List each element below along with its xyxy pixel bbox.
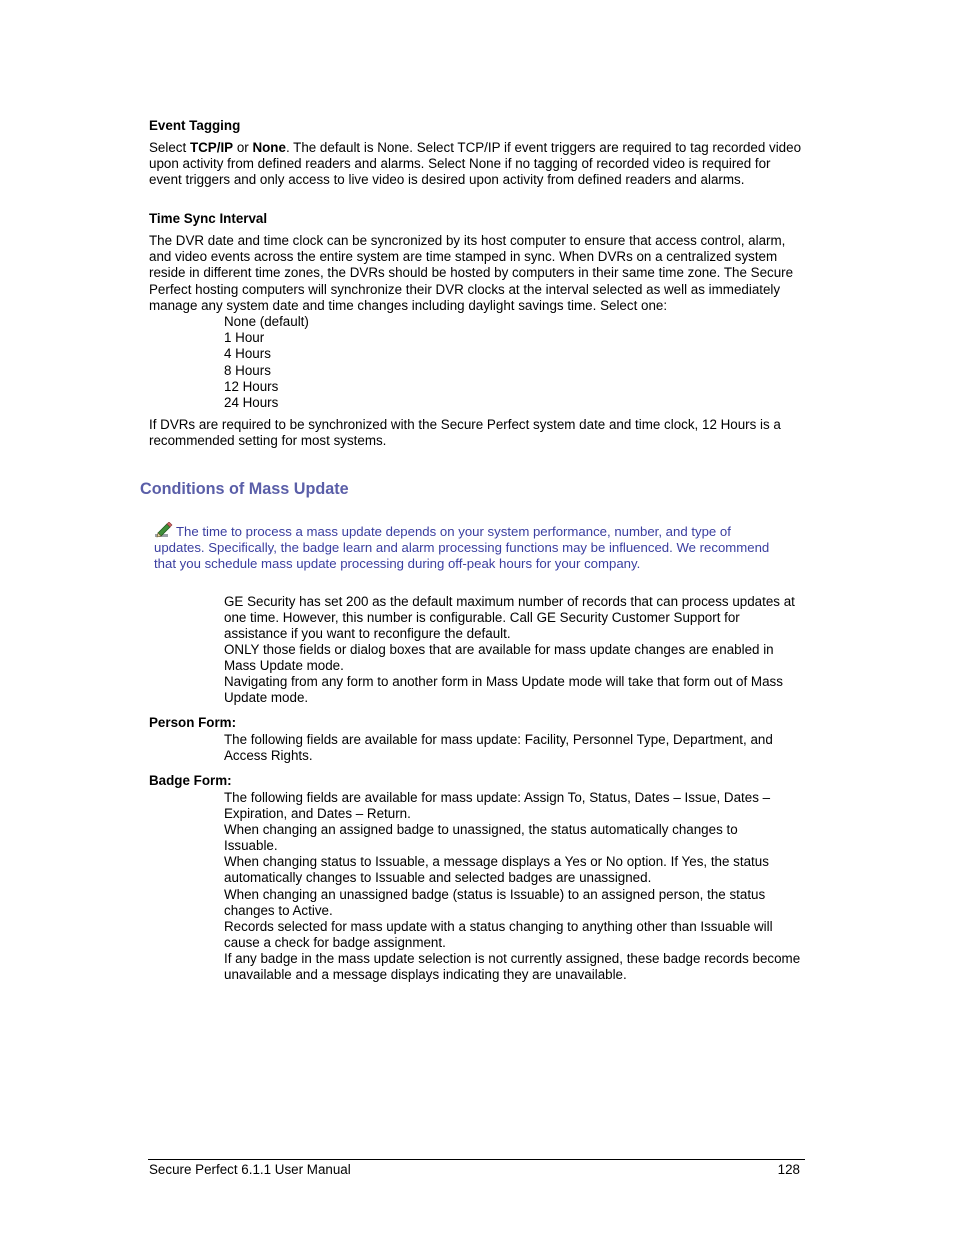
note-paragraph — [154, 522, 784, 572]
footer-divider — [148, 1159, 805, 1160]
badge-form-item: The following fields are available for mass update: Assign To, Status, Dates – Issue, Dates – Expiration, and Dates – Return. — [224, 790, 771, 822]
badge-form-item: When changing an unassigned badge (status is Issuable) to an assigned person, the status changes to Active. — [224, 887, 766, 919]
bullet-item: Navigating from any form to another form in Mass Update mode will take that form out of Mass Update mode. — [224, 674, 783, 706]
badge-form-item: Records selected for mass update with a status changing to anything other than Issuable will cause a check for badge assignment. — [224, 919, 773, 951]
badge-form-item: If any badge in the mass update selection is not currently assigned, these badge records become unavailable and a message displays indicating they are unavailable. — [224, 951, 801, 983]
select-text: Select — [149, 140, 190, 155]
person-form-text: The following fields are available for mass update: Facility, Personnel Type, Department, and Access Rights. — [224, 732, 773, 764]
time-sync-recommendation: If DVRs are required to be synchronized with the Secure Perfect system date and time clock, 12 Hours is a recommended setting for most systems. — [149, 417, 781, 449]
section-heading: Conditions of Mass Update — [140, 480, 349, 498]
badge-form-heading: Badge Form: — [149, 773, 232, 788]
option-none: None (default) — [224, 314, 309, 329]
bullet-item: GE Security has set 200 as the default maximum number of records that can process updates at one time. However, this number is configurable. Call GE Security Customer Support for assistance if you want to reconfigure the default. — [224, 594, 795, 642]
note-text: The time to process a mass update depends on your system performance, number, and type of updates. Specifically, the badge learn and alarm processing functions may be influenced. We recommend that you schedule mass update processing during off-peak hours for your company. — [154, 524, 770, 572]
or-text: or — [233, 140, 253, 155]
option-1-hour: 1 Hour — [224, 330, 265, 346]
option-24-hours: 24 Hours — [224, 394, 279, 410]
tcp-ip-option: TCP/IP — [189, 140, 234, 155]
option-8-hours: 8 Hours — [224, 362, 271, 378]
pencil-note-icon — [154, 522, 174, 538]
badge-form-item: When changing status to Issuable, a message displays a Yes or No option. If Yes, the status automatically changes to Issuable and selected badges are unassigned. — [224, 854, 769, 886]
event-tagging-paragraph — [149, 140, 804, 189]
page-number: 128 — [777, 1162, 800, 1177]
bullet-item: ONLY those fields or dialog boxes that are available for mass update changes are enabled in Mass Update mode. — [224, 642, 774, 674]
footer-title: Secure Perfect 6.1.1 User Manual — [149, 1162, 351, 1177]
badge-form-item: When changing an assigned badge to unassigned, the status automatically changes to Issuable. — [224, 822, 738, 854]
time-sync-paragraph: The DVR date and time clock can be syncronized by its host computer to ensure that access control, alarm, and video events across the entire system are time stamped in sync. When DVRs on a centralized system reside in different time zones, the DVRs should be hosted by computers in their same time zone. The Secure Perfect hosting computers will synchronize their DVR clocks at the interval selected as well as immediately manage any system date and time changes including daylight savings time. Select one: — [149, 233, 794, 313]
none-option: None — [252, 140, 286, 155]
event-tagging-description: . The default is None. Select TCP/IP if event triggers are required to tag recorded video upon activity from defined readers and alarms. Select None if no tagging of recorded video is required for event triggers and only access to live video is desired upon activity from defined readers and alarms. — [149, 140, 802, 188]
event-tagging-heading: Event Tagging — [149, 118, 241, 133]
option-12-hours: 12 Hours — [224, 378, 279, 394]
person-form-heading: Person Form: — [149, 715, 237, 730]
option-4-hours: 4 Hours — [224, 346, 271, 362]
time-sync-heading: Time Sync Interval — [149, 211, 268, 226]
time-sync-options — [224, 314, 309, 411]
